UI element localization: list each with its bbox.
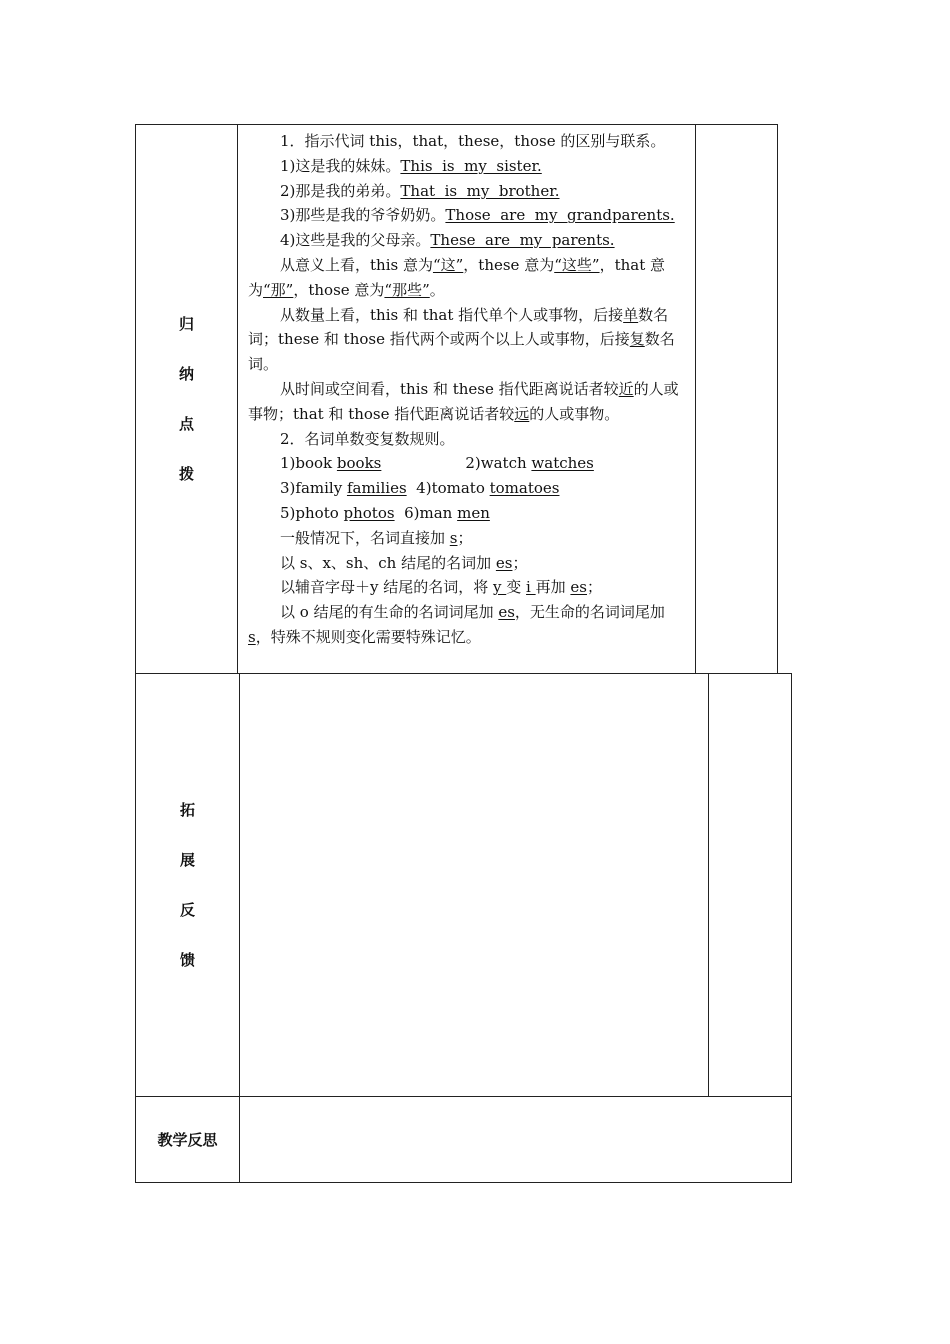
summary-line [248, 253, 687, 303]
summary-label-cell [135, 124, 238, 674]
answer-blank: photos [343, 503, 395, 522]
text-run: 1．指示代词 this，that，these，those 的区别与联系。 [280, 132, 666, 150]
answer-blank: families [346, 479, 407, 498]
extension-label-cell [135, 673, 240, 1097]
text-run: 的人或事物。 [529, 404, 620, 423]
answer-blank: books [336, 454, 382, 473]
summary-line [248, 303, 687, 377]
summary-label-char: 点 [178, 415, 194, 433]
text-run: 的人或事物；that 和 those 指代距离说话者较 [248, 379, 679, 423]
summary-line [248, 154, 687, 179]
extension-label-char: 馈 [179, 951, 195, 969]
text-run: ； [457, 528, 473, 547]
answer-blank: tomatoes [489, 479, 560, 498]
summary-line [248, 600, 687, 650]
answer-blank: 单 [623, 305, 639, 324]
summary-line [248, 203, 687, 228]
summary-line [248, 526, 687, 551]
text-run: ，特殊不规则变化需要特殊记忆。 [255, 627, 481, 646]
answer-blank: This is my sister. [400, 156, 542, 175]
text-run: 数名词；these 和 those 指代两个或两个以上人或事物，后接 [248, 305, 669, 349]
reflection-label-cell [135, 1096, 240, 1183]
extension-label-char: 展 [179, 851, 195, 869]
text-run: 1)book [280, 454, 337, 473]
text-run: 2．名词单数变复数规则。 [280, 429, 455, 448]
reflection-label: 教学反思 [157, 1131, 218, 1149]
answer-blank: “这些” [554, 255, 600, 274]
answer-blank: “那” [263, 280, 294, 299]
text-run: 数名词。 [248, 330, 675, 374]
text-run: 从意义上看，this 意为 [280, 255, 433, 274]
answer-blank: These are my parents. [430, 231, 615, 250]
answer-blank: “这” [432, 255, 464, 274]
text-run: 再加 [535, 578, 571, 597]
answer-blank: s [248, 627, 256, 646]
summary-label-char: 归 [178, 315, 194, 333]
answer-blank: 复 [629, 330, 645, 349]
text-run: 3)那些是我的爷爷奶奶。 [280, 206, 446, 225]
answer-blank: “那些” [384, 280, 430, 299]
text-run: 4)这些是我的父母亲。 [280, 231, 431, 250]
text-run: 3)family [280, 479, 347, 498]
summary-line [248, 129, 687, 154]
answer-blank: y [493, 578, 507, 597]
summary-line [248, 377, 687, 427]
text-run: 2)那是我的弟弟。 [280, 181, 401, 200]
summary-line [248, 575, 687, 600]
text-run: 以辅音字母＋y 结尾的名词，将 [280, 578, 494, 597]
text-run: ； [586, 578, 602, 597]
answer-blank: men [457, 503, 490, 522]
extension-content-cell [239, 673, 709, 1097]
summary-note-cell [695, 124, 778, 674]
text-run: 一般情况下，名词直接加 [280, 528, 450, 547]
text-run: 从数量上看，this 和 that 指代单个人或事物，后接 [280, 305, 624, 324]
summary-line [248, 451, 687, 476]
text-run: 2)watch [465, 454, 532, 473]
text-run: 1)这是我的妹妹。 [280, 156, 401, 175]
text-run: 6)man [394, 503, 458, 522]
answer-blank: Those are my grandparents. [445, 206, 675, 225]
text-run: ，those 意为 [293, 280, 385, 299]
summary-label-char: 拨 [178, 465, 194, 483]
summary-content-cell [237, 124, 696, 674]
summary-label-char: 纳 [178, 365, 194, 383]
text-run: 5)photo [280, 503, 344, 522]
answer-blank: s [449, 528, 458, 547]
answer-blank: i [526, 578, 536, 597]
text-run: ，that 意为 [248, 255, 665, 299]
answer-blank: watches [531, 454, 594, 473]
extension-label-char: 拓 [179, 801, 195, 819]
text-run: 从时间或空间看，this 和 these 指代距离说话者较 [280, 379, 619, 398]
answer-blank: 近 [618, 379, 634, 398]
summary-line [248, 551, 687, 576]
answer-blank: 远 [514, 404, 530, 423]
text-run: 以 s、x、sh、ch 结尾的名词加 [280, 553, 496, 572]
text-run: 4)tomato [406, 479, 490, 498]
text-run: ，these 意为 [463, 255, 555, 274]
summary-line [248, 228, 687, 253]
text-run: ； [512, 553, 528, 572]
reflection-content-cell [239, 1096, 792, 1183]
text-run: 以 o 结尾的有生命的名词词尾加 [280, 603, 499, 622]
summary-line [248, 427, 687, 452]
text-run: 变 [506, 578, 527, 597]
summary-line [248, 179, 687, 204]
text-run: 。 [429, 280, 445, 299]
extension-label-char: 反 [179, 901, 195, 919]
text-run: ，无生命的名词词尾加 [514, 603, 670, 622]
summary-line [248, 501, 687, 526]
extension-note-cell [708, 673, 792, 1097]
answer-blank: es [495, 553, 513, 572]
answer-blank: That is my brother. [400, 181, 560, 200]
summary-line [248, 476, 687, 501]
answer-blank: es [570, 578, 587, 597]
answer-blank: es [498, 603, 515, 622]
